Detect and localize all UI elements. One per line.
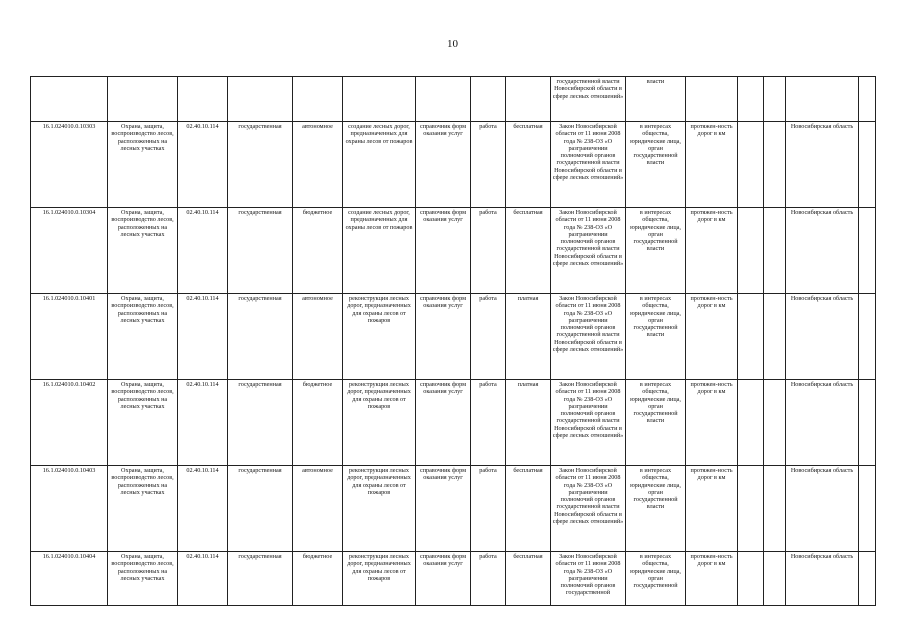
- cell-content: реконструкция лесных дорог, предназначенных для охраны лесов от пожаров: [343, 380, 416, 466]
- cell-empty: [859, 122, 876, 208]
- table-row: [31, 380, 876, 466]
- table-row: [31, 122, 876, 208]
- cell-payment: платная: [506, 294, 551, 380]
- cell-code: 16.1.024010.0.10401: [31, 294, 108, 380]
- cell-empty: [178, 77, 228, 122]
- cell-service: Охрана, защита, воспроизводство лесов, расположенных на лесных участках: [108, 208, 178, 294]
- services-registry-table: [30, 76, 876, 606]
- cell-code: 16.1.024010.0.10304: [31, 208, 108, 294]
- page-number: 10: [447, 38, 458, 50]
- cell-law-fragment: государственной власти Новосибирской области в сфере лесных отношений»: [551, 77, 626, 122]
- cell-institution: бюджетное: [293, 380, 343, 466]
- cell-empty: [764, 552, 786, 606]
- table-body: [31, 77, 876, 606]
- table-row: [31, 552, 876, 606]
- cell-region: Новосибирская область: [786, 466, 859, 552]
- cell-empty: [859, 294, 876, 380]
- cell-empty: [228, 77, 293, 122]
- cell-empty: [859, 77, 876, 122]
- cell-content: реконструкция лесных дорог, предназначенных для охраны лесов от пожаров: [343, 294, 416, 380]
- cell-empty: [686, 77, 738, 122]
- cell-ownership: государственная: [228, 466, 293, 552]
- cell-empty: [293, 77, 343, 122]
- cell-consumers: в интересах общества, юридические лица, орган государственной власти: [626, 208, 686, 294]
- cell-empty: [859, 380, 876, 466]
- cell-empty: [31, 77, 108, 122]
- cell-institution: бюджетное: [293, 552, 343, 606]
- cell-law: Закон Новосибирской области от 11 июня 2008 года № 238-ОЗ «О разграничении полномочий органов государственной власти Новосибирской области в сфере лесных отношений»: [551, 380, 626, 466]
- cell-content: создание лесных дорог, предназначенных для охраны лесов от пожаров: [343, 122, 416, 208]
- cell-institution: бюджетное: [293, 208, 343, 294]
- cell-payment: бесплатная: [506, 208, 551, 294]
- cell-empty: [738, 208, 764, 294]
- cell-institution: автономное: [293, 294, 343, 380]
- cell-law: Закон Новосибирской области от 11 июня 2008 года № 238-ОЗ «О разграничении полномочий органов государственной власти Новосибирской области в сфере лесных отношений»: [551, 466, 626, 552]
- cell-empty: [738, 380, 764, 466]
- cell-payment: бесплатная: [506, 466, 551, 552]
- cell-kind: работа: [471, 552, 506, 606]
- cell-consumers-fragment: власти: [626, 77, 686, 122]
- cell-empty: [764, 380, 786, 466]
- cell-indicator: протяжен-ность дорог в км: [686, 122, 738, 208]
- cell-consumers: в интересах общества, юридические лица, орган государственной власти: [626, 380, 686, 466]
- cell-institution: автономное: [293, 122, 343, 208]
- cell-indicator: протяжен-ность дорог в км: [686, 208, 738, 294]
- table-row: [31, 208, 876, 294]
- cell-code: 16.1.024010.0.10303: [31, 122, 108, 208]
- cell-empty: [764, 208, 786, 294]
- cell-code: 16.1.024010.0.10402: [31, 380, 108, 466]
- cell-service: Охрана, защита, воспроизводство лесов, расположенных на лесных участках: [108, 294, 178, 380]
- cell-empty: [506, 77, 551, 122]
- cell-region: Новосибирская область: [786, 294, 859, 380]
- cell-content: реконструкция лесных дорог, предназначенных для охраны лесов от пожаров: [343, 552, 416, 606]
- cell-empty: [108, 77, 178, 122]
- cell-consumers: в интересах общества, юридические лица, орган государственной власти: [626, 294, 686, 380]
- cell-form: справочник форм оказания услуг: [416, 380, 471, 466]
- cell-okved: 02.40.10.114: [178, 466, 228, 552]
- cell-indicator: протяжен-ность дорог в км: [686, 380, 738, 466]
- cell-empty: [859, 466, 876, 552]
- cell-law: Закон Новосибирской области от 11 июня 2008 года № 238-ОЗ «О разграничении полномочий органов государственной власти Новосибирской области в сфере лесных отношений»: [551, 208, 626, 294]
- cell-content: создание лесных дорог, предназначенных для охраны лесов от пожаров: [343, 208, 416, 294]
- cell-consumers: в интересах общества, юридические лица, орган государственной власти: [626, 466, 686, 552]
- cell-form: справочник форм оказания услуг: [416, 294, 471, 380]
- table-row: [31, 466, 876, 552]
- cell-service: Охрана, защита, воспроизводство лесов, расположенных на лесных участках: [108, 466, 178, 552]
- cell-law: Закон Новосибирской области от 11 июня 2008 года № 238-ОЗ «О разграничении полномочий органов государственной власти Новосибирской области в сфере лесных отношений»: [551, 122, 626, 208]
- cell-law: Закон Новосибирской области от 11 июня 2008 года № 238-ОЗ «О разграничении полномочий органов государственной: [551, 552, 626, 606]
- cell-okved: 02.40.10.114: [178, 122, 228, 208]
- cell-empty: [343, 77, 416, 122]
- cell-payment: бесплатная: [506, 552, 551, 606]
- cell-empty: [786, 77, 859, 122]
- cell-law: Закон Новосибирской области от 11 июня 2008 года № 238-ОЗ «О разграничении полномочий органов государственной власти Новосибирской области в сфере лесных отношений»: [551, 294, 626, 380]
- cell-empty: [471, 77, 506, 122]
- cell-okved: 02.40.10.114: [178, 294, 228, 380]
- cell-empty: [738, 294, 764, 380]
- cell-empty: [764, 122, 786, 208]
- cell-service: Охрана, защита, воспроизводство лесов, расположенных на лесных участках: [108, 552, 178, 606]
- cell-region: Новосибирская область: [786, 208, 859, 294]
- cell-service: Охрана, защита, воспроизводство лесов, расположенных на лесных участках: [108, 122, 178, 208]
- cell-empty: [764, 77, 786, 122]
- table-row: [31, 294, 876, 380]
- cell-kind: работа: [471, 466, 506, 552]
- cell-institution: автономное: [293, 466, 343, 552]
- cell-empty: [859, 552, 876, 606]
- cell-okved: 02.40.10.114: [178, 552, 228, 606]
- cell-service: Охрана, защита, воспроизводство лесов, расположенных на лесных участках: [108, 380, 178, 466]
- cell-indicator: протяжен-ность дорог в км: [686, 466, 738, 552]
- cell-indicator: протяжен-ность дорог в км: [686, 294, 738, 380]
- cell-ownership: государственная: [228, 122, 293, 208]
- cell-region: Новосибирская область: [786, 380, 859, 466]
- cell-empty: [764, 294, 786, 380]
- cell-empty: [738, 552, 764, 606]
- cell-consumers: в интересах общества, юридические лица, орган государственной: [626, 552, 686, 606]
- cell-kind: работа: [471, 380, 506, 466]
- cell-form: справочник форм оказания услуг: [416, 208, 471, 294]
- cell-kind: работа: [471, 122, 506, 208]
- cell-empty: [764, 466, 786, 552]
- cell-payment: платная: [506, 380, 551, 466]
- cell-empty: [738, 466, 764, 552]
- cell-ownership: государственная: [228, 208, 293, 294]
- cell-content: реконструкция лесных дорог, предназначенных для охраны лесов от пожаров: [343, 466, 416, 552]
- cell-form: справочник форм оказания услуг: [416, 552, 471, 606]
- cell-indicator: протяжен-ность дорог в км: [686, 552, 738, 606]
- cell-empty: [416, 77, 471, 122]
- cell-payment: бесплатная: [506, 122, 551, 208]
- cell-empty: [859, 208, 876, 294]
- cell-region: Новосибирская область: [786, 122, 859, 208]
- cell-consumers: в интересах общества, юридические лица, орган государственной власти: [626, 122, 686, 208]
- cell-ownership: государственная: [228, 380, 293, 466]
- cell-form: справочник форм оказания услуг: [416, 122, 471, 208]
- cell-kind: работа: [471, 294, 506, 380]
- cell-okved: 02.40.10.114: [178, 380, 228, 466]
- cell-kind: работа: [471, 208, 506, 294]
- cell-okved: 02.40.10.114: [178, 208, 228, 294]
- cell-code: 16.1.024010.0.10404: [31, 552, 108, 606]
- cell-ownership: государственная: [228, 552, 293, 606]
- cell-empty: [738, 122, 764, 208]
- cell-region: Новосибирская область: [786, 552, 859, 606]
- cell-form: справочник форм оказания услуг: [416, 466, 471, 552]
- cell-ownership: государственная: [228, 294, 293, 380]
- cell-code: 16.1.024010.0.10403: [31, 466, 108, 552]
- table-row-continuation: [31, 77, 876, 122]
- cell-empty: [738, 77, 764, 122]
